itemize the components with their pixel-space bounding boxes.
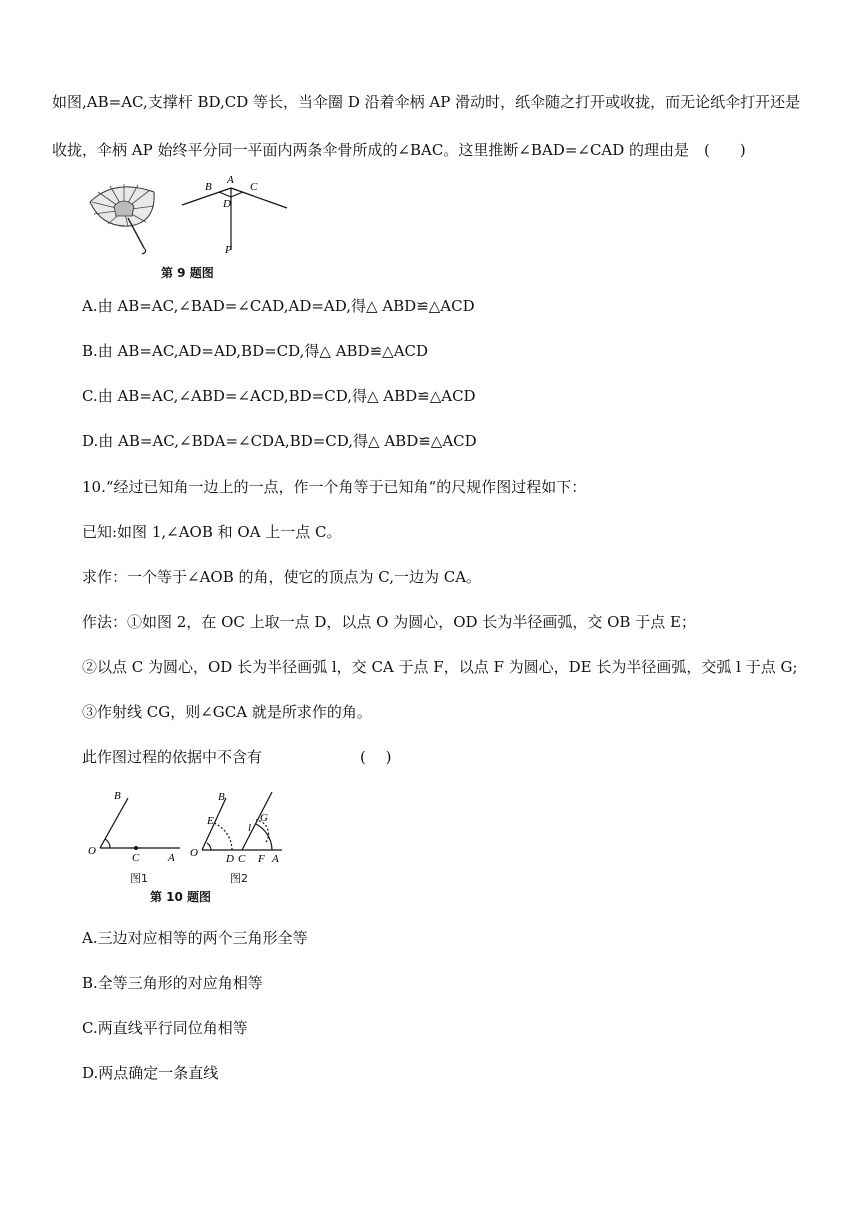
q10-figure-caption: 第 10 题图: [150, 890, 212, 904]
q10-fig2-label-g: G: [260, 812, 268, 824]
q9-option-d[interactable]: D.由 AB=AC,∠BDA=∠CDA,BD=CD,得△ ABD≌△ACD: [82, 432, 477, 450]
q9-option-a[interactable]: A.由 AB=AC,∠BAD=∠CAD,AD=AD,得△ ABD≌△ACD: [82, 297, 475, 315]
q10-method-step3: ③作射线 CG，则∠GCA 就是所求作的角。: [82, 703, 372, 721]
q10-fig1-label-a: A: [168, 852, 175, 864]
q10-fig2-label-a: A: [272, 853, 279, 865]
q9-umbrella-illustration: [84, 182, 168, 252]
q10-fig2-label-e: E: [207, 815, 214, 827]
q9-diagram: [176, 172, 292, 256]
q9-stem-line2: 收拢，伞柄 AP 始终平分同一平面内两条伞骨所成的∠BAC。这里推断∠BAD=∠CAD 的理由是 ( ): [52, 141, 746, 159]
q9-label-a: A: [227, 174, 234, 186]
q10-question: 此作图过程的依据中不含有: [82, 748, 263, 766]
q10-option-d[interactable]: D.两点确定一条直线: [82, 1064, 219, 1082]
q10-option-b[interactable]: B.全等三角形的对应角相等: [82, 974, 263, 992]
q10-method-step2: ②以点 C 为圆心，OD 长为半径画弧 l，交 CA 于点 F，以点 F 为圆心，DE 长为半径画弧，交弧 l 于点 G;: [82, 658, 798, 676]
q9-label-b: B: [205, 181, 212, 193]
q10-fig2-label-f: F: [258, 853, 265, 865]
q10-title: 10.“经过已知角一边上的一点，作一个角等于已知角“的尺规作图过程如下：: [82, 478, 587, 496]
q10-figure-2: [188, 784, 288, 866]
q9-figure-caption: 第 9 题图: [161, 266, 214, 280]
q10-figure-1: [84, 788, 184, 864]
q9-label-d: D: [223, 198, 231, 210]
q10-fig1-label-c: C: [132, 852, 140, 864]
q9-label-c: C: [250, 181, 258, 193]
q10-fig2-label-o: O: [190, 847, 198, 859]
q10-known: 已知:如图 1,∠AOB 和 OA 上一点 C。: [82, 523, 342, 541]
q10-fig2-label-l: l: [248, 822, 252, 834]
q10-fig2-label-c: C: [238, 853, 246, 865]
q9-option-c[interactable]: C.由 AB=AC,∠ABD=∠ACD,BD=CD,得△ ABD≌△ACD: [82, 387, 476, 405]
q10-answer-bracket[interactable]: ( ): [360, 748, 392, 766]
q9-stem-line1: 如图,AB=AC,支撑杆 BD,CD 等长，当伞圈 D 沿着伞柄 AP 滑动时，纸伞随之打开或收拢，而无论纸伞打开还是: [52, 93, 801, 111]
q10-option-a[interactable]: A.三边对应相等的两个三角形全等: [82, 929, 308, 947]
q10-task: 求作：一个等于∠AOB 的角，使它的顶点为 C,一边为 CA。: [82, 568, 482, 586]
q10-fig1-label-o: O: [88, 845, 96, 857]
q10-fig1-label-b: B: [114, 790, 121, 802]
q9-label-p: P: [225, 244, 232, 256]
q10-fig1-caption: 图1: [130, 872, 148, 885]
q10-fig2-label-d: D: [226, 853, 234, 865]
q10-fig2-caption: 图2: [230, 872, 248, 885]
q10-fig2-label-b: B: [218, 791, 225, 803]
q10-option-c[interactable]: C.两直线平行同位角相等: [82, 1019, 248, 1037]
q9-option-b[interactable]: B.由 AB=AC,AD=AD,BD=CD,得△ ABD≌△ACD: [82, 342, 429, 360]
q10-method-step1: 作法：①如图 2，在 OC 上取一点 D，以点 O 为圆心，OD 长为半径画弧，交 OB 于点 E；: [82, 613, 696, 631]
